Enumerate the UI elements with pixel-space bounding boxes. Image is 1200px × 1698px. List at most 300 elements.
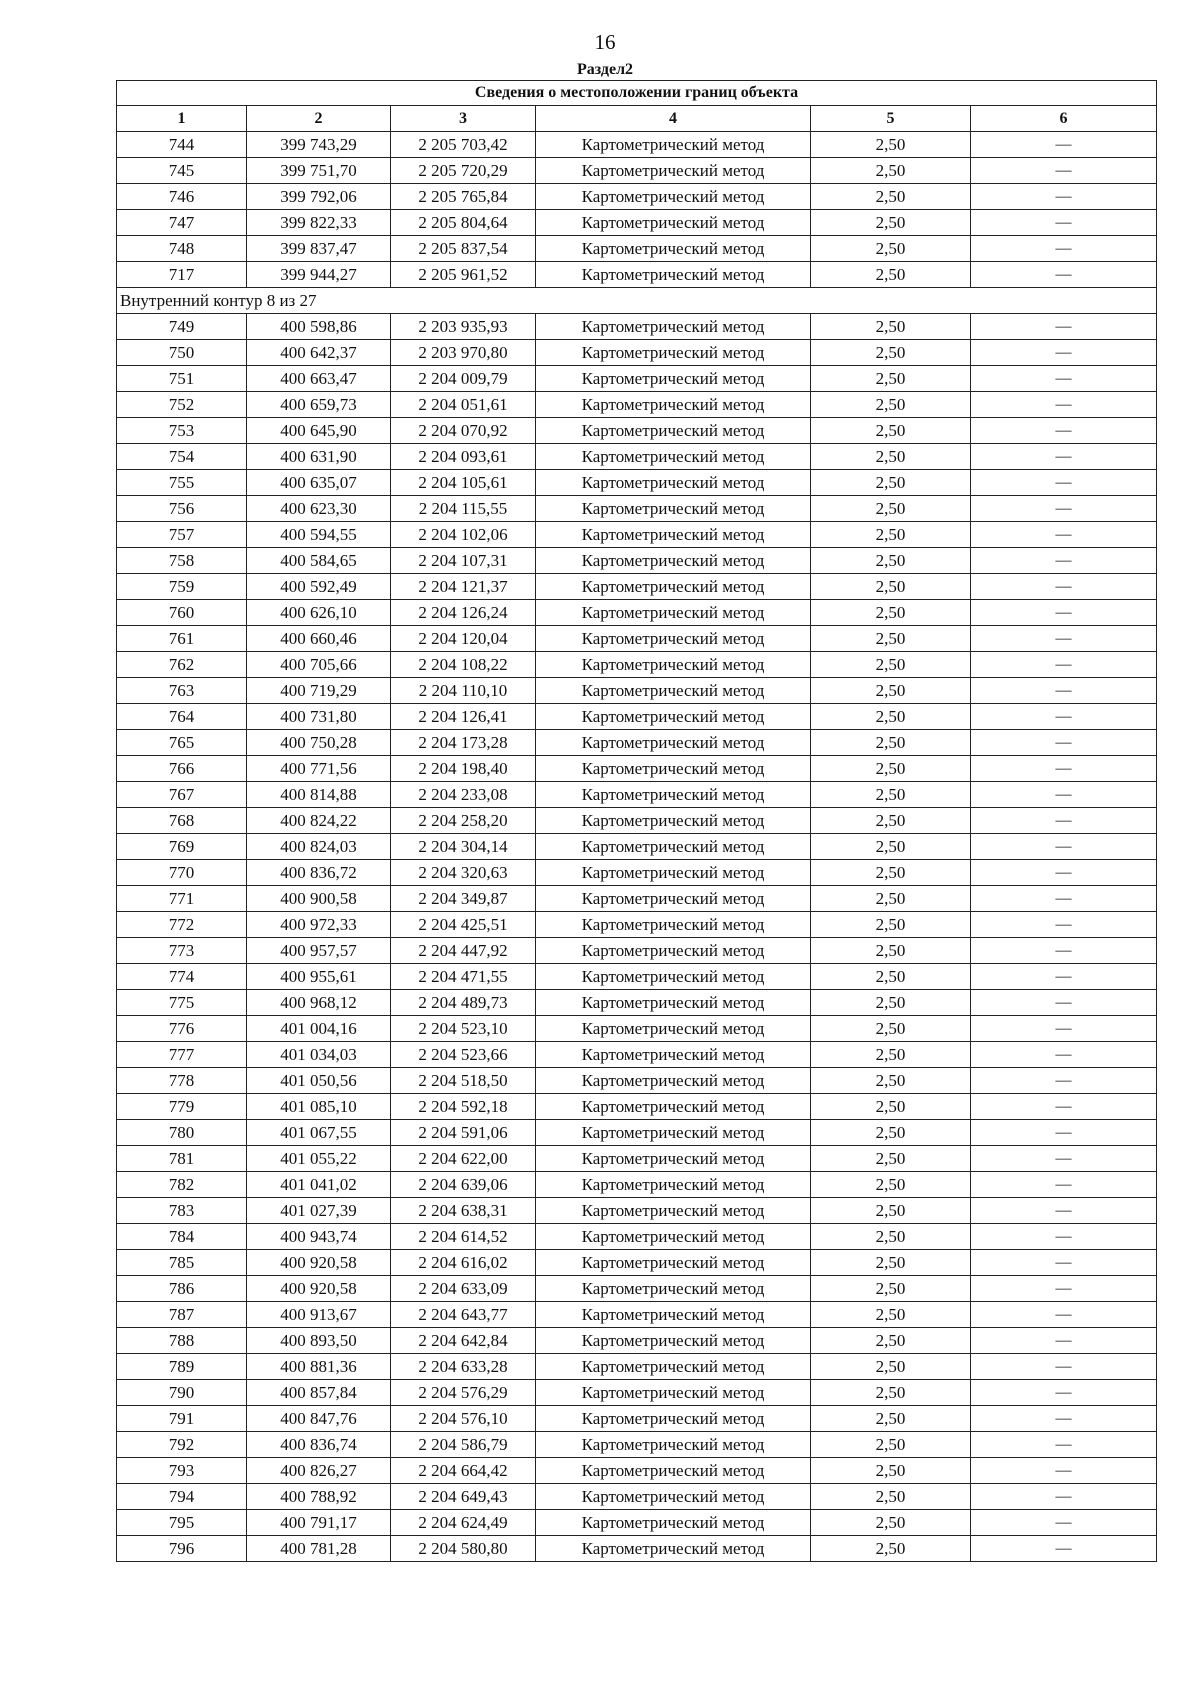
table-body-after xyxy=(117,314,1157,1562)
x-coordinate-cell: 400 920,58 xyxy=(247,1250,391,1276)
x-coordinate-cell: 400 631,90 xyxy=(247,444,391,470)
point-number-cell: 748 xyxy=(117,236,247,262)
y-coordinate-cell: 2 204 624,49 xyxy=(391,1510,536,1536)
table-row xyxy=(117,1406,1157,1432)
y-coordinate-cell: 2 204 586,79 xyxy=(391,1432,536,1458)
method-cell: Картометрический метод xyxy=(536,548,811,574)
table-row xyxy=(117,886,1157,912)
x-coordinate-cell: 400 623,30 xyxy=(247,496,391,522)
accuracy-cell: 2,50 xyxy=(811,964,971,990)
method-cell: Картометрический метод xyxy=(536,236,811,262)
accuracy-cell: 2,50 xyxy=(811,236,971,262)
method-cell: Картометрический метод xyxy=(536,782,811,808)
x-coordinate-cell: 400 847,76 xyxy=(247,1406,391,1432)
description-cell: — xyxy=(971,1224,1157,1250)
description-cell: — xyxy=(971,1068,1157,1094)
y-coordinate-cell: 2 204 616,02 xyxy=(391,1250,536,1276)
method-cell: Картометрический метод xyxy=(536,1484,811,1510)
method-cell: Картометрический метод xyxy=(536,366,811,392)
accuracy-cell: 2,50 xyxy=(811,340,971,366)
point-number-cell: 778 xyxy=(117,1068,247,1094)
accuracy-cell: 2,50 xyxy=(811,912,971,938)
x-coordinate-cell: 401 067,55 xyxy=(247,1120,391,1146)
description-cell: — xyxy=(971,184,1157,210)
x-coordinate-cell: 401 041,02 xyxy=(247,1172,391,1198)
method-cell: Картометрический метод xyxy=(536,1380,811,1406)
x-coordinate-cell: 399 944,27 xyxy=(247,262,391,288)
table-row xyxy=(117,808,1157,834)
description-cell: — xyxy=(971,1354,1157,1380)
column-header: 6 xyxy=(971,106,1157,132)
method-cell: Картометрический метод xyxy=(536,1016,811,1042)
point-number-cell: 791 xyxy=(117,1406,247,1432)
description-cell: — xyxy=(971,314,1157,340)
y-coordinate-cell: 2 204 638,31 xyxy=(391,1198,536,1224)
description-cell: — xyxy=(971,1536,1157,1562)
accuracy-cell: 2,50 xyxy=(811,1536,971,1562)
accuracy-cell: 2,50 xyxy=(811,1198,971,1224)
table-row xyxy=(117,782,1157,808)
accuracy-cell: 2,50 xyxy=(811,314,971,340)
table-row xyxy=(117,470,1157,496)
accuracy-cell: 2,50 xyxy=(811,1484,971,1510)
x-coordinate-cell: 400 826,27 xyxy=(247,1458,391,1484)
point-number-cell: 772 xyxy=(117,912,247,938)
point-number-cell: 768 xyxy=(117,808,247,834)
description-cell: — xyxy=(971,626,1157,652)
y-coordinate-cell: 2 204 115,55 xyxy=(391,496,536,522)
x-coordinate-cell: 400 836,72 xyxy=(247,860,391,886)
y-coordinate-cell: 2 204 258,20 xyxy=(391,808,536,834)
accuracy-cell: 2,50 xyxy=(811,626,971,652)
y-coordinate-cell: 2 204 110,10 xyxy=(391,678,536,704)
table-row xyxy=(117,1432,1157,1458)
table-row xyxy=(117,1276,1157,1302)
y-coordinate-cell: 2 204 576,10 xyxy=(391,1406,536,1432)
method-cell: Картометрический метод xyxy=(536,1328,811,1354)
y-coordinate-cell: 2 204 105,61 xyxy=(391,470,536,496)
method-cell: Картометрический метод xyxy=(536,808,811,834)
accuracy-cell: 2,50 xyxy=(811,1250,971,1276)
column-header: 2 xyxy=(247,106,391,132)
accuracy-cell: 2,50 xyxy=(811,1458,971,1484)
description-cell: — xyxy=(971,990,1157,1016)
description-cell: — xyxy=(971,704,1157,730)
accuracy-cell: 2,50 xyxy=(811,990,971,1016)
y-coordinate-cell: 2 204 592,18 xyxy=(391,1094,536,1120)
method-cell: Картометрический метод xyxy=(536,1250,811,1276)
table-row xyxy=(117,1380,1157,1406)
point-number-cell: 750 xyxy=(117,340,247,366)
point-number-cell: 783 xyxy=(117,1198,247,1224)
description-cell: — xyxy=(971,236,1157,262)
method-cell: Картометрический метод xyxy=(536,418,811,444)
point-number-cell: 763 xyxy=(117,678,247,704)
table-row xyxy=(117,704,1157,730)
y-coordinate-cell: 2 204 622,00 xyxy=(391,1146,536,1172)
method-cell: Картометрический метод xyxy=(536,964,811,990)
x-coordinate-cell: 400 791,17 xyxy=(247,1510,391,1536)
method-cell: Картометрический метод xyxy=(536,1406,811,1432)
x-coordinate-cell: 400 771,56 xyxy=(247,756,391,782)
y-coordinate-cell: 2 204 102,06 xyxy=(391,522,536,548)
point-number-cell: 765 xyxy=(117,730,247,756)
x-coordinate-cell: 400 893,50 xyxy=(247,1328,391,1354)
table-row xyxy=(117,1328,1157,1354)
accuracy-cell: 2,50 xyxy=(811,886,971,912)
x-coordinate-cell: 400 598,86 xyxy=(247,314,391,340)
description-cell: — xyxy=(971,782,1157,808)
point-number-cell: 758 xyxy=(117,548,247,574)
point-number-cell: 787 xyxy=(117,1302,247,1328)
x-coordinate-cell: 400 719,29 xyxy=(247,678,391,704)
point-number-cell: 774 xyxy=(117,964,247,990)
method-cell: Картометрический метод xyxy=(536,626,811,652)
y-coordinate-cell: 2 203 970,80 xyxy=(391,340,536,366)
method-cell: Картометрический метод xyxy=(536,1094,811,1120)
boundary-coordinates-table xyxy=(116,80,1157,1562)
method-cell: Картометрический метод xyxy=(536,132,811,158)
y-coordinate-cell: 2 204 126,41 xyxy=(391,704,536,730)
point-number-cell: 784 xyxy=(117,1224,247,1250)
x-coordinate-cell: 399 792,06 xyxy=(247,184,391,210)
point-number-cell: 785 xyxy=(117,1250,247,1276)
table-row xyxy=(117,1094,1157,1120)
y-coordinate-cell: 2 204 304,14 xyxy=(391,834,536,860)
description-cell: — xyxy=(971,548,1157,574)
description-cell: — xyxy=(971,678,1157,704)
accuracy-cell: 2,50 xyxy=(811,652,971,678)
x-coordinate-cell: 401 027,39 xyxy=(247,1198,391,1224)
table-row xyxy=(117,990,1157,1016)
point-number-cell: 779 xyxy=(117,1094,247,1120)
table-row xyxy=(117,236,1157,262)
y-coordinate-cell: 2 204 108,22 xyxy=(391,652,536,678)
table-row xyxy=(117,626,1157,652)
point-number-cell: 789 xyxy=(117,1354,247,1380)
y-coordinate-cell: 2 204 009,79 xyxy=(391,366,536,392)
table-row xyxy=(117,1510,1157,1536)
point-number-cell: 790 xyxy=(117,1380,247,1406)
point-number-cell: 796 xyxy=(117,1536,247,1562)
point-number-cell: 769 xyxy=(117,834,247,860)
point-number-cell: 793 xyxy=(117,1458,247,1484)
accuracy-cell: 2,50 xyxy=(811,678,971,704)
description-cell: — xyxy=(971,392,1157,418)
y-coordinate-cell: 2 204 471,55 xyxy=(391,964,536,990)
y-coordinate-cell: 2 204 633,28 xyxy=(391,1354,536,1380)
description-cell: — xyxy=(971,496,1157,522)
point-number-cell: 747 xyxy=(117,210,247,236)
accuracy-cell: 2,50 xyxy=(811,262,971,288)
method-cell: Картометрический метод xyxy=(536,834,811,860)
y-coordinate-cell: 2 204 591,06 xyxy=(391,1120,536,1146)
method-cell: Картометрический метод xyxy=(536,184,811,210)
table-row xyxy=(117,210,1157,236)
accuracy-cell: 2,50 xyxy=(811,418,971,444)
x-coordinate-cell: 400 955,61 xyxy=(247,964,391,990)
description-cell: — xyxy=(971,730,1157,756)
method-cell: Картометрический метод xyxy=(536,730,811,756)
table-row xyxy=(117,938,1157,964)
table-row xyxy=(117,600,1157,626)
y-coordinate-cell: 2 204 349,87 xyxy=(391,886,536,912)
method-cell: Картометрический метод xyxy=(536,522,811,548)
x-coordinate-cell: 400 626,10 xyxy=(247,600,391,626)
x-coordinate-cell: 400 920,58 xyxy=(247,1276,391,1302)
x-coordinate-cell: 400 881,36 xyxy=(247,1354,391,1380)
point-number-cell: 773 xyxy=(117,938,247,964)
table-row xyxy=(117,860,1157,886)
description-cell: — xyxy=(971,1250,1157,1276)
x-coordinate-cell: 400 857,84 xyxy=(247,1380,391,1406)
accuracy-cell: 2,50 xyxy=(811,184,971,210)
table-row xyxy=(117,1198,1157,1224)
accuracy-cell: 2,50 xyxy=(811,730,971,756)
contour-row xyxy=(117,288,1157,314)
y-coordinate-cell: 2 204 070,92 xyxy=(391,418,536,444)
method-cell: Картометрический метод xyxy=(536,496,811,522)
y-coordinate-cell: 2 204 639,06 xyxy=(391,1172,536,1198)
description-cell: — xyxy=(971,1198,1157,1224)
description-cell: — xyxy=(971,652,1157,678)
point-number-cell: 770 xyxy=(117,860,247,886)
x-coordinate-cell: 400 635,07 xyxy=(247,470,391,496)
table-row xyxy=(117,418,1157,444)
y-coordinate-cell: 2 204 233,08 xyxy=(391,782,536,808)
x-coordinate-cell: 400 788,92 xyxy=(247,1484,391,1510)
method-cell: Картометрический метод xyxy=(536,1302,811,1328)
method-cell: Картометрический метод xyxy=(536,340,811,366)
y-coordinate-cell: 2 205 720,29 xyxy=(391,158,536,184)
x-coordinate-cell: 400 642,37 xyxy=(247,340,391,366)
description-cell: — xyxy=(971,938,1157,964)
y-coordinate-cell: 2 204 447,92 xyxy=(391,938,536,964)
description-cell: — xyxy=(971,366,1157,392)
method-cell: Картометрический метод xyxy=(536,912,811,938)
x-coordinate-cell: 401 055,22 xyxy=(247,1146,391,1172)
x-coordinate-cell: 401 004,16 xyxy=(247,1016,391,1042)
accuracy-cell: 2,50 xyxy=(811,548,971,574)
accuracy-cell: 2,50 xyxy=(811,600,971,626)
description-cell: — xyxy=(971,834,1157,860)
accuracy-cell: 2,50 xyxy=(811,1146,971,1172)
accuracy-cell: 2,50 xyxy=(811,522,971,548)
table-title: Сведения о местоположении границ объекта xyxy=(117,81,1157,106)
method-cell: Картометрический метод xyxy=(536,652,811,678)
table-row xyxy=(117,730,1157,756)
point-number-cell: 792 xyxy=(117,1432,247,1458)
point-number-cell: 761 xyxy=(117,626,247,652)
y-coordinate-cell: 2 203 935,93 xyxy=(391,314,536,340)
y-coordinate-cell: 2 204 489,73 xyxy=(391,990,536,1016)
accuracy-cell: 2,50 xyxy=(811,756,971,782)
description-cell: — xyxy=(971,340,1157,366)
method-cell: Картометрический метод xyxy=(536,756,811,782)
y-coordinate-cell: 2 204 198,40 xyxy=(391,756,536,782)
point-number-cell: 717 xyxy=(117,262,247,288)
x-coordinate-cell: 400 943,74 xyxy=(247,1224,391,1250)
description-cell: — xyxy=(971,470,1157,496)
description-cell: — xyxy=(971,1146,1157,1172)
description-cell: — xyxy=(971,1458,1157,1484)
table-row xyxy=(117,1536,1157,1562)
table-row xyxy=(117,1354,1157,1380)
x-coordinate-cell: 399 743,29 xyxy=(247,132,391,158)
point-number-cell: 746 xyxy=(117,184,247,210)
table-row xyxy=(117,1146,1157,1172)
y-coordinate-cell: 2 204 643,77 xyxy=(391,1302,536,1328)
table-row xyxy=(117,1016,1157,1042)
description-cell: — xyxy=(971,1094,1157,1120)
method-cell: Картометрический метод xyxy=(536,210,811,236)
table-row xyxy=(117,1120,1157,1146)
point-number-cell: 756 xyxy=(117,496,247,522)
description-cell: — xyxy=(971,418,1157,444)
x-coordinate-cell: 400 814,88 xyxy=(247,782,391,808)
column-header: 1 xyxy=(117,106,247,132)
table-row xyxy=(117,366,1157,392)
x-coordinate-cell: 400 972,33 xyxy=(247,912,391,938)
point-number-cell: 781 xyxy=(117,1146,247,1172)
point-number-cell: 754 xyxy=(117,444,247,470)
method-cell: Картометрический метод xyxy=(536,158,811,184)
table-row xyxy=(117,392,1157,418)
table-row xyxy=(117,444,1157,470)
description-cell: — xyxy=(971,210,1157,236)
description-cell: — xyxy=(971,1016,1157,1042)
method-cell: Картометрический метод xyxy=(536,314,811,340)
accuracy-cell: 2,50 xyxy=(811,1276,971,1302)
method-cell: Картометрический метод xyxy=(536,1224,811,1250)
method-cell: Картометрический метод xyxy=(536,470,811,496)
method-cell: Картометрический метод xyxy=(536,1172,811,1198)
method-cell: Картометрический метод xyxy=(536,1042,811,1068)
description-cell: — xyxy=(971,964,1157,990)
y-coordinate-cell: 2 204 523,10 xyxy=(391,1016,536,1042)
description-cell: — xyxy=(971,444,1157,470)
x-coordinate-cell: 400 645,90 xyxy=(247,418,391,444)
method-cell: Картометрический метод xyxy=(536,1432,811,1458)
y-coordinate-cell: 2 204 664,42 xyxy=(391,1458,536,1484)
x-coordinate-cell: 400 592,49 xyxy=(247,574,391,600)
y-coordinate-cell: 2 205 703,42 xyxy=(391,132,536,158)
table-body-before xyxy=(117,132,1157,288)
y-coordinate-cell: 2 205 765,84 xyxy=(391,184,536,210)
y-coordinate-cell: 2 205 961,52 xyxy=(391,262,536,288)
description-cell: — xyxy=(971,158,1157,184)
table-row xyxy=(117,548,1157,574)
description-cell: — xyxy=(971,522,1157,548)
accuracy-cell: 2,50 xyxy=(811,366,971,392)
x-coordinate-cell: 401 085,10 xyxy=(247,1094,391,1120)
column-header: 4 xyxy=(536,106,811,132)
accuracy-cell: 2,50 xyxy=(811,1354,971,1380)
y-coordinate-cell: 2 204 051,61 xyxy=(391,392,536,418)
description-cell: — xyxy=(971,574,1157,600)
y-coordinate-cell: 2 204 580,80 xyxy=(391,1536,536,1562)
table-row xyxy=(117,314,1157,340)
method-cell: Картометрический метод xyxy=(536,392,811,418)
description-cell: — xyxy=(971,1276,1157,1302)
description-cell: — xyxy=(971,132,1157,158)
accuracy-cell: 2,50 xyxy=(811,1016,971,1042)
accuracy-cell: 2,50 xyxy=(811,808,971,834)
table-row xyxy=(117,340,1157,366)
table-row xyxy=(117,132,1157,158)
description-cell: — xyxy=(971,262,1157,288)
x-coordinate-cell: 399 822,33 xyxy=(247,210,391,236)
method-cell: Картометрический метод xyxy=(536,1068,811,1094)
table-row xyxy=(117,262,1157,288)
method-cell: Картометрический метод xyxy=(536,600,811,626)
y-coordinate-cell: 2 204 120,04 xyxy=(391,626,536,652)
table-row xyxy=(117,1250,1157,1276)
point-number-cell: 744 xyxy=(117,132,247,158)
method-cell: Картометрический метод xyxy=(536,1198,811,1224)
point-number-cell: 752 xyxy=(117,392,247,418)
accuracy-cell: 2,50 xyxy=(811,704,971,730)
accuracy-cell: 2,50 xyxy=(811,158,971,184)
section-label: Раздел2 xyxy=(576,61,634,78)
table-row xyxy=(117,522,1157,548)
point-number-cell: 751 xyxy=(117,366,247,392)
description-cell: — xyxy=(971,1484,1157,1510)
table-row xyxy=(117,158,1157,184)
description-cell: — xyxy=(971,808,1157,834)
point-number-cell: 760 xyxy=(117,600,247,626)
y-coordinate-cell: 2 204 518,50 xyxy=(391,1068,536,1094)
point-number-cell: 745 xyxy=(117,158,247,184)
y-coordinate-cell: 2 205 804,64 xyxy=(391,210,536,236)
column-header-row xyxy=(117,106,1157,132)
accuracy-cell: 2,50 xyxy=(811,834,971,860)
method-cell: Картометрический метод xyxy=(536,262,811,288)
accuracy-cell: 2,50 xyxy=(811,574,971,600)
y-coordinate-cell: 2 205 837,54 xyxy=(391,236,536,262)
contour-label: Внутренний контур 8 из 27 xyxy=(117,288,1157,314)
y-coordinate-cell: 2 204 126,24 xyxy=(391,600,536,626)
table-row xyxy=(117,964,1157,990)
accuracy-cell: 2,50 xyxy=(811,1224,971,1250)
x-coordinate-cell: 399 751,70 xyxy=(247,158,391,184)
y-coordinate-cell: 2 204 121,37 xyxy=(391,574,536,600)
point-number-cell: 755 xyxy=(117,470,247,496)
accuracy-cell: 2,50 xyxy=(811,1328,971,1354)
accuracy-cell: 2,50 xyxy=(811,470,971,496)
point-number-cell: 757 xyxy=(117,522,247,548)
method-cell: Картометрический метод xyxy=(536,990,811,1016)
table-row xyxy=(117,1068,1157,1094)
table-row xyxy=(117,834,1157,860)
y-coordinate-cell: 2 204 614,52 xyxy=(391,1224,536,1250)
x-coordinate-cell: 400 731,80 xyxy=(247,704,391,730)
accuracy-cell: 2,50 xyxy=(811,1094,971,1120)
method-cell: Картометрический метод xyxy=(536,1458,811,1484)
x-coordinate-cell: 400 824,03 xyxy=(247,834,391,860)
point-number-cell: 762 xyxy=(117,652,247,678)
y-coordinate-cell: 2 204 649,43 xyxy=(391,1484,536,1510)
description-cell: — xyxy=(971,1510,1157,1536)
method-cell: Картометрический метод xyxy=(536,1510,811,1536)
table-row xyxy=(117,574,1157,600)
table-row xyxy=(117,496,1157,522)
table-row xyxy=(117,1224,1157,1250)
y-coordinate-cell: 2 204 425,51 xyxy=(391,912,536,938)
accuracy-cell: 2,50 xyxy=(811,1068,971,1094)
point-number-cell: 771 xyxy=(117,886,247,912)
point-number-cell: 795 xyxy=(117,1510,247,1536)
